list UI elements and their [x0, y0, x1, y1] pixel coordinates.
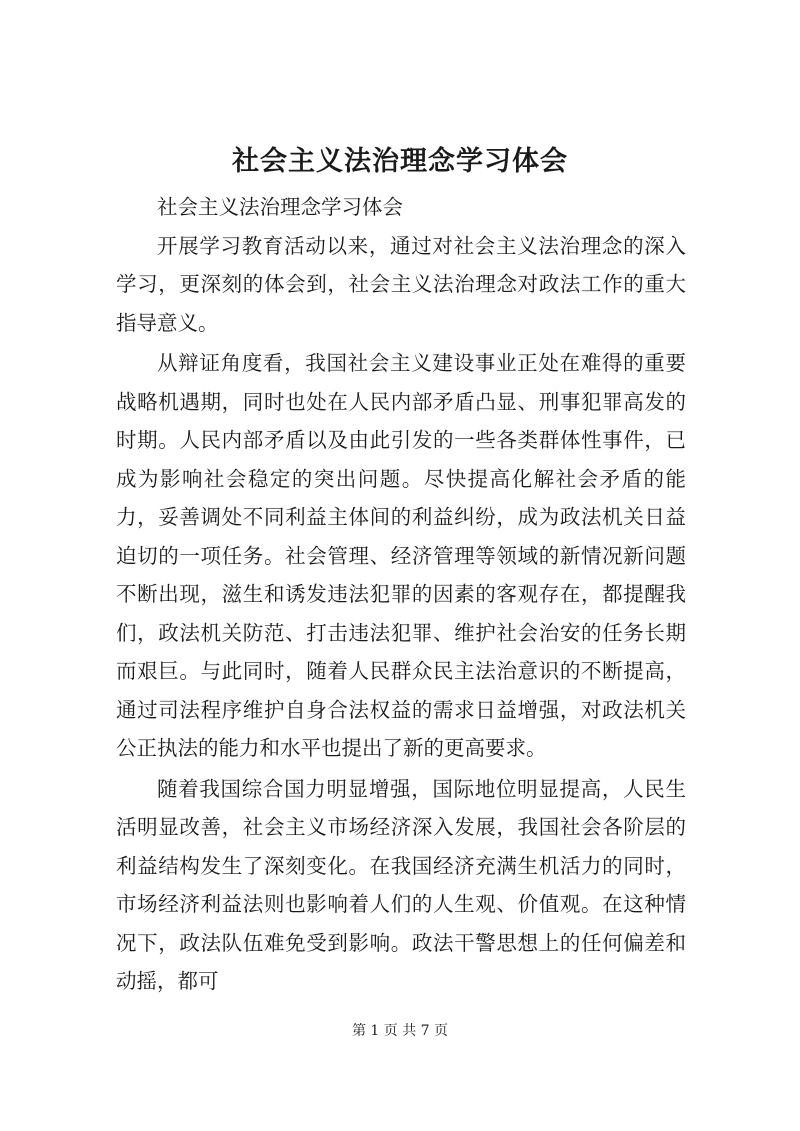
paragraph-development: 随着我国综合国力明显增强，国际地位明显提高，人民生活明显改善，社会主义市场经济深入发展，我国社会各阶层的利益结构发生了深刻变化。在我国经济充满生机活力的同时，市场经济利益法则也影响着人们的人生观、价值观。在这种情况下，政法队伍难免受到影响。政法干警思想上的任何偏差和动摇，都可: [116, 776, 686, 993]
paragraph-intro: 开展学习教育活动以来，通过对社会主义法治理念的深入学习，更深刻的体会到，社会主义法治理念对政法工作的重大指导意义。: [116, 233, 686, 335]
page-footer: 第 1 页 共 7 页: [351, 1023, 449, 1039]
document-body: [116, 188, 686, 1001]
paragraph-dialectic: 从辩证角度看，我国社会主义建设事业正处在难得的重要战略机遇期，同时也处在人民内部矛盾凸显、刑事犯罪高发的时期。人民内部矛盾以及由此引发的一些各类群体性事件，已成为影响社会稳定的突出问题。尽快提高化解社会矛盾的能力，妥善调处不同利益主体间的利益纠纷，成为政法机关日益迫切的一项任务。社会管理、经济管理等领域的新情况新问题不断出现，滋生和诱发违法犯罪的因素的客观存在，都提醒我们，政法机关防范、打击违法犯罪、维护社会治安的任务长期而艰巨。与此同时，随着人民群众民主法治意识的不断提高，通过司法程序维护自身合法权益的需求日益增强，对政法机关公正执法的能力和水平也提出了新的更高要求。: [116, 351, 686, 760]
document-title: 社会主义法治理念学习体会: [232, 146, 568, 177]
paragraph-subtitle: 社会主义法治理念学习体会: [157, 195, 403, 219]
